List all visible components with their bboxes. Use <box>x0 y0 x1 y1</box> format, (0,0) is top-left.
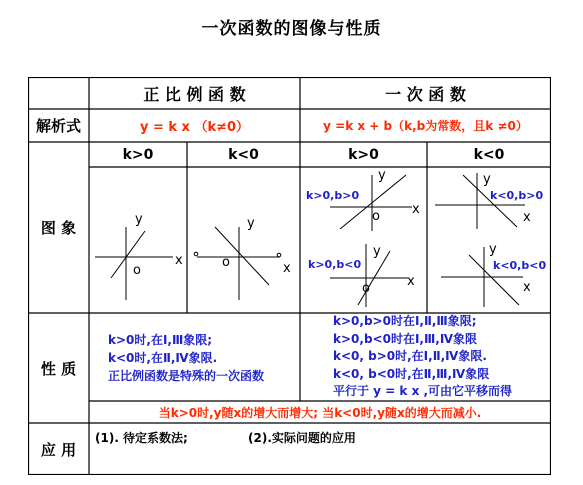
label-kneg-bpos: k<0,b>0 <box>490 189 544 202</box>
x-axis-label: x <box>523 280 531 295</box>
origin-label: o <box>362 281 370 296</box>
x-axis-label: x <box>523 210 531 225</box>
header-linear: 一 次 函 数 <box>385 84 466 104</box>
property-proportional <box>108 331 264 385</box>
graph-header-lin-kneg: k<0 <box>473 146 505 163</box>
application-item-2: (2).实际问题的应用 <box>248 431 356 445</box>
y-axis-label: y <box>483 172 491 187</box>
property-line: k>0时,在Ⅰ,Ⅲ象限; <box>108 333 213 347</box>
property-linear <box>333 313 512 401</box>
graph-prop-kneg <box>187 167 300 313</box>
row-label-graph: 图 象 <box>40 219 77 237</box>
x-axis-label: x <box>283 261 291 276</box>
row-label-property: 性 质 <box>40 359 77 378</box>
monotonic-property: 当k>0时,y随x的增大而增大; 当k<0时,y随x的增大而减小. <box>158 405 482 420</box>
x-axis-label: x <box>407 274 415 289</box>
analytic-proportional: y = k x （k≠0） <box>139 120 250 135</box>
graph-lin-kneg <box>427 167 551 313</box>
property-line: k>0,b>0时在Ⅰ,Ⅱ,Ⅲ象限; <box>333 314 477 328</box>
origin-label: o <box>372 209 380 224</box>
row-label-application: 应 用 <box>40 440 77 459</box>
graph-header-prop-kpos: k>0 <box>122 146 154 163</box>
origin-label: o <box>222 255 230 270</box>
x-axis-label: x <box>412 202 420 217</box>
header-proportional: 正 比 例 函 数 <box>143 84 246 104</box>
origin-label: o <box>133 263 141 278</box>
y-axis-label: y <box>378 168 386 183</box>
graph-header-lin-kpos: k>0 <box>348 146 379 163</box>
y-axis-label: y <box>247 216 255 231</box>
graph-prop-kpos <box>89 167 187 313</box>
analytic-linear: y =k x + b（k,b为常数，且k ≠0） <box>323 119 528 133</box>
property-line: k<0, b>0时,在Ⅰ,Ⅱ,Ⅳ象限. <box>333 349 487 363</box>
properties-table <box>28 77 551 475</box>
property-line: k<0时,在Ⅱ,Ⅳ象限. <box>108 351 218 365</box>
application-item-1: (1). 待定系数法; <box>95 431 188 445</box>
y-axis-label: y <box>373 244 381 259</box>
graph-header-prop-kneg: k<0 <box>228 146 259 163</box>
label-kneg-bneg: k<0,b<0 <box>493 259 547 272</box>
x-axis-label: x <box>175 253 183 268</box>
y-axis-label: y <box>135 212 143 227</box>
page-title: 一次函数的图像与性质 <box>201 19 382 39</box>
row-label-analytic: 解析式 <box>35 117 81 135</box>
y-axis-label: y <box>489 242 497 257</box>
property-line: k<0, b<0时,在Ⅱ,Ⅲ,Ⅳ象限 <box>333 366 490 381</box>
property-line: 正比例函数是特殊的一次函数 <box>108 369 265 383</box>
property-line: k>0,b<0时在Ⅰ,Ⅲ,Ⅳ象限 <box>333 331 478 346</box>
label-kpos-bneg: k>0,b<0 <box>308 258 362 271</box>
graph-lin-kpos <box>300 167 427 313</box>
label-kpos-bpos: k>0,b>0 <box>306 189 360 202</box>
property-line: 平行于 y = k x ,可由它平移而得 <box>333 384 513 398</box>
